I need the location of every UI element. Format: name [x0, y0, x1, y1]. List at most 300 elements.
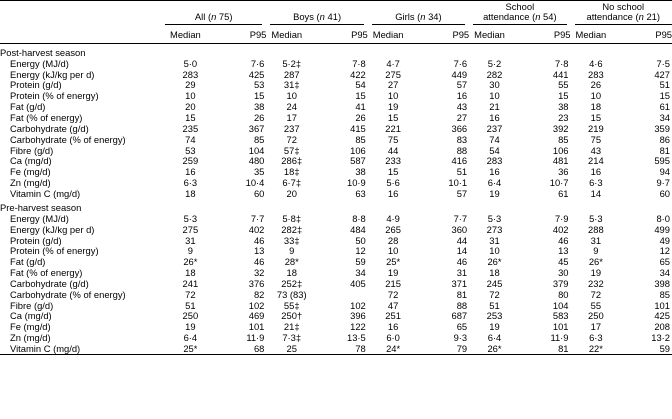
- median-cell: 233: [385, 155, 401, 167]
- median-cell: 250: [182, 310, 199, 322]
- group-name: [195, 11, 205, 22]
- row-label-cell: [0, 246, 165, 257]
- median-cell: 6·0: [386, 332, 400, 344]
- median-cell: 6·4: [487, 332, 502, 344]
- median-cell: 16: [387, 187, 399, 199]
- median-cell: 73 (83): [276, 288, 307, 300]
- median-cell: 5·3: [183, 212, 198, 224]
- row-label: Fibre (g/d): [10, 299, 54, 311]
- median-cell: 19: [387, 101, 399, 113]
- p95-cell: 38: [253, 101, 265, 113]
- row-label-cell: [0, 178, 165, 189]
- group-n: 75: [218, 11, 230, 23]
- median-cell: 9: [289, 245, 295, 257]
- p95-cell: 583: [552, 310, 569, 322]
- median-cell: 4·9: [386, 212, 400, 224]
- median-cell: 20: [185, 101, 196, 113]
- group-name-line1: No school: [602, 1, 645, 12]
- p95-cell: 65: [456, 321, 468, 333]
- p95-cell: 57: [456, 187, 468, 199]
- p95-cell: 422: [350, 68, 366, 80]
- median-cell: 259: [182, 155, 199, 167]
- p95-cell: 30: [558, 267, 569, 279]
- median-cell: 283: [182, 68, 199, 80]
- p95-header: P95: [520, 25, 571, 44]
- table-row: [0, 268, 672, 279]
- row-label-cell: [0, 113, 165, 124]
- median-cell: 30: [489, 79, 500, 91]
- table-row: [0, 91, 672, 102]
- median-cell: 253: [486, 310, 503, 322]
- table-row: [0, 224, 672, 235]
- median-header: Median: [368, 25, 419, 44]
- p95-header: P95: [418, 25, 469, 44]
- median-cell: 74: [185, 133, 196, 145]
- median-cell: 74: [489, 133, 500, 145]
- median-cell: 54: [489, 144, 500, 156]
- p95-cell: 396: [350, 310, 366, 322]
- median-cell: 5·3: [487, 212, 502, 224]
- p95-cell: 101: [654, 299, 670, 311]
- p95-cell: 80: [558, 288, 569, 300]
- median-cell: 24: [286, 101, 297, 113]
- p95-cell: [317, 289, 368, 300]
- p95-cell: 49: [659, 234, 670, 246]
- row-label-cell: [0, 189, 165, 200]
- group-n: 54: [543, 11, 554, 23]
- group-name-line2: attendance: [586, 11, 633, 23]
- p95-cell: 16: [456, 90, 468, 102]
- p95-cell: 9·7: [656, 177, 670, 189]
- median-header: Median: [469, 25, 520, 44]
- bottom-rule: [0, 355, 672, 357]
- median-header: Median: [266, 25, 317, 44]
- row-label-cell: [0, 145, 165, 156]
- table-row: [0, 58, 672, 69]
- p95-cell: 427: [654, 68, 670, 80]
- p95-cell: 122: [350, 321, 366, 333]
- p95-cell: 34: [355, 267, 366, 279]
- p95-cell: 46: [456, 256, 468, 268]
- median-cell: 9: [593, 245, 599, 257]
- table-row: [0, 311, 672, 322]
- median-cell: 33‡: [283, 234, 300, 246]
- median-cell: 286‡: [281, 155, 303, 167]
- row-label: Protein (g/d): [10, 79, 62, 91]
- p95-cell: 86: [659, 133, 670, 145]
- row-label: Protein (% of energy): [10, 245, 99, 257]
- table-row: [0, 156, 672, 167]
- p95-cell: 402: [248, 223, 265, 235]
- median-cell: 15: [185, 111, 196, 123]
- n-symbol: n: [420, 11, 426, 23]
- p95-cell: 104: [248, 144, 265, 156]
- p95-cell: 26: [253, 111, 265, 123]
- p95-cell: 15: [659, 90, 670, 102]
- median-cell: 5·0: [183, 57, 198, 69]
- median-cell: 19: [590, 267, 602, 279]
- median-cell: 16: [590, 166, 602, 178]
- p95-cell: 34: [659, 111, 670, 123]
- group-name-text: All: [194, 11, 206, 23]
- median-cell: 273: [486, 223, 503, 235]
- p95-cell: 83: [456, 133, 468, 145]
- p95-cell: 7·6: [453, 57, 468, 69]
- p95-cell: 13: [558, 245, 569, 257]
- row-label: Energy (kJ/kg per d): [10, 223, 95, 235]
- median-cell: 6·3: [589, 177, 603, 189]
- median-cell: 15: [387, 111, 399, 123]
- p95-cell: 359: [654, 122, 670, 134]
- median-cell: 283: [588, 68, 604, 80]
- table-row: [0, 246, 672, 257]
- group-header: No school attendance (n 21): [571, 2, 672, 25]
- p95-cell: 8·0: [656, 212, 670, 224]
- p95-cell: 481: [552, 155, 569, 167]
- table-body: [0, 44, 672, 357]
- row-label-cell: [0, 69, 165, 80]
- row-label-cell: [0, 322, 165, 333]
- p95-cell: 14: [456, 245, 468, 257]
- median-cell: 44: [387, 144, 399, 156]
- median-cell: 10: [286, 90, 297, 102]
- median-cell: 10: [489, 90, 500, 102]
- p95-cell: 41: [355, 101, 366, 113]
- median-cell: 18‡: [283, 166, 300, 178]
- p95-cell: 101: [248, 321, 265, 333]
- median-cell: 72: [185, 288, 196, 300]
- median-cell: 75: [387, 133, 399, 145]
- row-label: Zn (mg/d): [10, 332, 51, 344]
- median-cell: 47: [387, 299, 399, 311]
- row-label-cell: [0, 279, 165, 290]
- p95-cell: 367: [248, 122, 265, 134]
- p95-cell: 208: [654, 321, 670, 333]
- row-label-cell: [0, 257, 165, 268]
- table-row: [0, 300, 672, 311]
- median-cell: 18: [185, 267, 196, 279]
- p95-cell: 38: [558, 101, 569, 113]
- median-cell: 19: [489, 321, 500, 333]
- p95-cell: 27: [456, 111, 468, 123]
- row-label-cell: [0, 134, 165, 145]
- p95-cell: 12: [659, 245, 670, 257]
- row-label: Fat (% of energy): [10, 267, 83, 279]
- median-cell: 6·7‡: [282, 177, 302, 189]
- group-name: [586, 1, 644, 22]
- p95-cell: 376: [248, 277, 265, 289]
- row-label-cell: [0, 123, 165, 134]
- p95-cell: 11·9: [550, 332, 569, 344]
- p95-cell: 81: [558, 342, 569, 354]
- median-cell: 232: [588, 277, 604, 289]
- row-label: Ca (mg/d): [10, 310, 52, 322]
- median-cell: 16: [489, 111, 500, 123]
- row-label-cell: [0, 91, 165, 102]
- median-cell: 4·7: [386, 57, 400, 69]
- p95-cell: 15: [253, 90, 265, 102]
- median-cell: 19: [387, 267, 399, 279]
- p95-cell: 60: [253, 187, 265, 199]
- p95-cell: 7·8: [554, 57, 569, 69]
- median-cell: 10: [590, 90, 602, 102]
- p95-cell: 61: [659, 101, 670, 113]
- p95-cell: 61: [558, 187, 569, 199]
- median-cell: 18: [185, 187, 196, 199]
- row-label-cell: [0, 311, 165, 322]
- p95-cell: 68: [253, 342, 265, 354]
- row-label-cell: [0, 102, 165, 113]
- median-cell: 25*: [386, 256, 401, 268]
- median-cell: 16: [185, 166, 196, 178]
- p95-cell: 50: [355, 234, 366, 246]
- median-cell: 26: [590, 79, 602, 91]
- row-label-cell: [0, 167, 165, 178]
- p95-cell: 13·5: [347, 332, 366, 344]
- row-label: Fat (% of energy): [10, 111, 83, 123]
- median-cell: 72: [489, 288, 500, 300]
- median-cell: 26*: [183, 256, 198, 268]
- corner-cell: [0, 2, 165, 25]
- median-header: Median: [165, 25, 216, 44]
- median-cell: 28: [387, 234, 399, 246]
- median-cell: 51: [489, 299, 500, 311]
- row-label-cell: [0, 156, 165, 167]
- p95-cell: 44: [456, 234, 468, 246]
- median-cell: 10: [387, 245, 399, 257]
- p95-cell: 23: [558, 111, 569, 123]
- p95-cell: 405: [350, 277, 366, 289]
- median-cell: 5·6: [386, 177, 400, 189]
- section-title: Pre-harvest season: [0, 202, 82, 214]
- p95-cell: 43: [456, 101, 468, 113]
- median-cell: 221: [385, 122, 401, 134]
- p95-cell: 85: [253, 133, 265, 145]
- median-cell: 241: [182, 277, 199, 289]
- median-cell: 282: [486, 68, 503, 80]
- p95-cell: 13: [253, 245, 265, 257]
- p95-cell: 12: [355, 245, 366, 257]
- row-label: Fat (g/d): [10, 101, 46, 113]
- group-name-line2: attendance: [483, 11, 530, 23]
- p95-cell: 79: [456, 342, 468, 354]
- median-cell: 18: [286, 267, 297, 279]
- p95-cell: 425: [654, 310, 670, 322]
- median-cell: 29: [185, 79, 196, 91]
- p95-cell: 11·9: [246, 332, 265, 344]
- median-cell: 6·3: [183, 177, 198, 189]
- row-label-cell: [0, 224, 165, 235]
- table-row: [0, 113, 672, 124]
- median-cell: 25*: [183, 342, 198, 354]
- subheader-row: [0, 25, 672, 44]
- row-label-cell: [0, 80, 165, 91]
- p95-cell: 480: [248, 155, 265, 167]
- p95-cell: 402: [552, 223, 569, 235]
- p95-cell: 7·7: [453, 212, 468, 224]
- table-row: [0, 333, 672, 344]
- median-cell: 17: [286, 111, 297, 123]
- p95-cell: 7·8: [352, 57, 366, 69]
- table-row: [0, 289, 672, 300]
- p95-cell: 10·4: [245, 177, 265, 189]
- median-cell: 219: [588, 122, 604, 134]
- p95-cell: 94: [659, 166, 670, 178]
- p95-cell: 65: [659, 256, 670, 268]
- group-n: 41: [327, 11, 338, 23]
- table-row: [0, 322, 672, 333]
- table-header: [0, 1, 672, 44]
- p95-cell: 104: [552, 299, 569, 311]
- section-title-row: [0, 199, 672, 213]
- p95-cell: 469: [248, 310, 265, 322]
- median-cell: 10: [387, 90, 399, 102]
- median-cell: 57‡: [283, 144, 300, 156]
- p95-cell: 7·9: [554, 212, 569, 224]
- row-label: Ca (mg/d): [10, 155, 52, 167]
- p95-cell: 10·1: [448, 177, 468, 189]
- median-cell: 251: [385, 310, 401, 322]
- median-cell: 15: [590, 111, 602, 123]
- median-cell: 31: [185, 234, 196, 246]
- table-row: [0, 213, 672, 224]
- median-cell: 18: [489, 267, 500, 279]
- table-row: [0, 167, 672, 178]
- p95-cell: 85: [659, 288, 670, 300]
- median-cell: 18: [590, 101, 602, 113]
- row-label: Fe (mg/d): [10, 321, 51, 333]
- median-cell: 31: [489, 234, 500, 246]
- p95-cell: 13·2: [651, 332, 670, 344]
- p95-cell: 57: [456, 79, 468, 91]
- median-cell: 4·6: [589, 57, 603, 69]
- row-label-cell: [0, 235, 165, 246]
- median-cell: 214: [588, 155, 604, 167]
- median-cell: 275: [182, 223, 199, 235]
- median-cell: 24*: [386, 342, 401, 354]
- p95-cell: 88: [456, 144, 468, 156]
- p95-cell: 46: [558, 234, 569, 246]
- group-name-text: Boys: [293, 11, 314, 23]
- group-name: [395, 11, 414, 22]
- median-cell: 5·2‡: [282, 57, 302, 69]
- median-cell: 72: [387, 288, 399, 300]
- row-label: Fibre (g/d): [10, 144, 54, 156]
- table-row: [0, 102, 672, 113]
- row-label-cell: [0, 268, 165, 279]
- p95-cell: 10·9: [347, 177, 366, 189]
- median-cell: 26*: [487, 342, 502, 354]
- n-symbol: n: [319, 11, 325, 23]
- median-cell: 237: [283, 122, 300, 134]
- row-label-cell: [0, 300, 165, 311]
- p95-cell: 81: [659, 144, 670, 156]
- section-title-row: [0, 44, 672, 59]
- row-label: Fat (g/d): [10, 256, 46, 268]
- p95-cell: 51: [456, 166, 468, 178]
- p95-cell: 15: [558, 90, 569, 102]
- p95-cell: 7·6: [250, 57, 265, 69]
- median-cell: 75: [590, 133, 602, 145]
- row-label-cell: [0, 344, 165, 355]
- group-header: Girls (n 34): [368, 2, 469, 25]
- table-row: [0, 145, 672, 156]
- median-cell: 51: [185, 299, 196, 311]
- p95-cell: 392: [552, 122, 569, 134]
- table-row: [0, 279, 672, 290]
- median-cell: 10: [489, 245, 500, 257]
- p95-cell: 35: [253, 166, 265, 178]
- median-cell: 287: [283, 68, 300, 80]
- median-cell: 21: [489, 101, 500, 113]
- p95-header: P95: [317, 25, 368, 44]
- p95-cell: 425: [248, 68, 265, 80]
- table-row: [0, 189, 672, 200]
- p95-cell: 26: [355, 111, 366, 123]
- row-label: Vitamin C (mg/d): [10, 342, 81, 354]
- p95-cell: 587: [350, 155, 366, 167]
- p95-cell: 379: [552, 277, 569, 289]
- row-label-cell: [0, 289, 165, 300]
- median-cell: 55‡: [283, 299, 300, 311]
- median-cell: 283: [486, 155, 503, 167]
- p95-cell: 102: [350, 299, 366, 311]
- median-cell: 265: [385, 223, 401, 235]
- median-cell: 28*: [284, 256, 299, 268]
- median-cell: 288: [588, 223, 604, 235]
- p95-cell: 59: [659, 342, 670, 354]
- p95-cell: 36: [558, 166, 569, 178]
- row-label-cell: [0, 58, 165, 69]
- p95-cell: 106: [552, 144, 569, 156]
- median-cell: 21‡: [283, 321, 300, 333]
- p95-cell: 85: [558, 133, 569, 145]
- p95-cell: 15: [355, 90, 366, 102]
- p95-cell: 7·7: [250, 212, 265, 224]
- p95-cell: 441: [552, 68, 569, 80]
- n-symbol: n: [211, 11, 217, 23]
- row-label-cell: [0, 333, 165, 344]
- p95-cell: 415: [350, 122, 366, 134]
- median-cell: 43: [590, 144, 602, 156]
- p95-cell: 85: [355, 133, 366, 145]
- row-label: Fe (mg/d): [10, 166, 51, 178]
- median-cell: 19: [185, 321, 196, 333]
- row-label: Energy (MJ/d): [10, 212, 69, 224]
- table-row: [0, 80, 672, 91]
- median-cell: 250: [588, 310, 604, 322]
- median-cell: 31‡: [283, 79, 300, 91]
- row-label: Protein (% of energy): [10, 90, 99, 102]
- p95-cell: 88: [456, 299, 468, 311]
- p95-cell: 9·3: [453, 332, 468, 344]
- row-label: Carbohydrate (g/d): [10, 277, 89, 289]
- row-label: Carbohydrate (% of energy): [10, 288, 126, 300]
- p95-cell: 60: [659, 187, 670, 199]
- p95-cell: 366: [451, 122, 468, 134]
- row-label: Vitamin C (mg/d): [10, 187, 81, 199]
- p95-cell: 416: [451, 155, 468, 167]
- median-cell: 14: [590, 187, 602, 199]
- p95-cell: 78: [355, 342, 366, 354]
- table-row: [0, 69, 672, 80]
- table-row: [0, 235, 672, 246]
- row-label: Carbohydrate (g/d): [10, 122, 89, 134]
- p95-cell: 371: [451, 277, 468, 289]
- p95-cell: 595: [654, 155, 670, 167]
- group-header: All (n 75): [165, 2, 266, 25]
- p95-cell: 38: [355, 166, 366, 178]
